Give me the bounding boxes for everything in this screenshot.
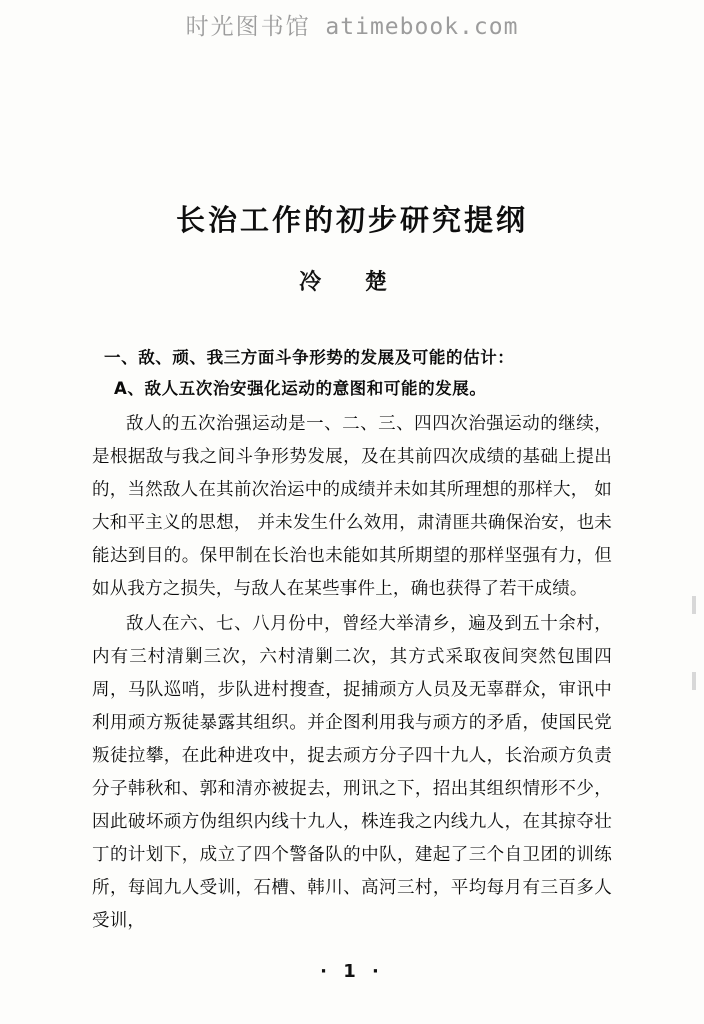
- paragraph-2: 敌人在六、七、八月份中，曾经大举清乡，遍及到五十余村，内有三村清剿三次，六村清剿二次，其方式采取夜间突然包围四周，马队巡哨，步队进村搜查，捉捕顽方人员及无辜群众，审讯中利用顽方叛徒暴露其组织。并企图利用我与顽方的矛盾，使国民党叛徒拉攀，在此种进攻中，捉去顽方分子四十九人，长治顽方负责分子韩秋和、郭和清亦被捉去，刑讯之下，招出其组织情形不少，因此破坏顽方伪组织内线十九人，株连我之内线九人，在其掠夺壮丁的计划下，成立了四个警备队的中队，建起了三个自卫团的训练所，每闾九人受训，石槽、韩川、高河三村，平均每月有三百多人受训，: [92, 614, 612, 931]
- section-heading: 一、敌、顽、我三方面斗争形势的发展及可能的估计：: [104, 348, 515, 367]
- subsection-heading: A、敌人五次治安强化运动的意图和可能的发展。: [114, 379, 487, 398]
- watermark: [0, 8, 704, 41]
- author-name: 冷 楚: [299, 269, 405, 295]
- page-number: · 1 ·: [320, 961, 384, 982]
- page-edge-mark: [692, 596, 696, 614]
- watermark-latin-text: atimebook.com: [325, 14, 519, 40]
- page-title: 长治工作的初步研究提纲: [175, 203, 528, 237]
- page-edge-mark: [692, 672, 696, 690]
- paragraph-1: 敌人的五次治强运动是一、二、三、四四次治强运动的继续，是根据敌与我之间斗争形势发展，及在其前四次成绩的基础上提出的，当然敌人在其前次治运中的成绩并未如其所理想的那样大， 如大和平主义的思想， 并未发生什么效用，肃清匪共确保治安，也未能达到目的。保甲制在长治也未能如其所期望的那样坚强有力，但如从我方之损失，与敌人在某些事件上，确也获得了若干成绩。: [92, 414, 612, 599]
- watermark-chinese-text: 时光图书馆: [185, 14, 311, 40]
- body-text-column: [92, 342, 612, 938]
